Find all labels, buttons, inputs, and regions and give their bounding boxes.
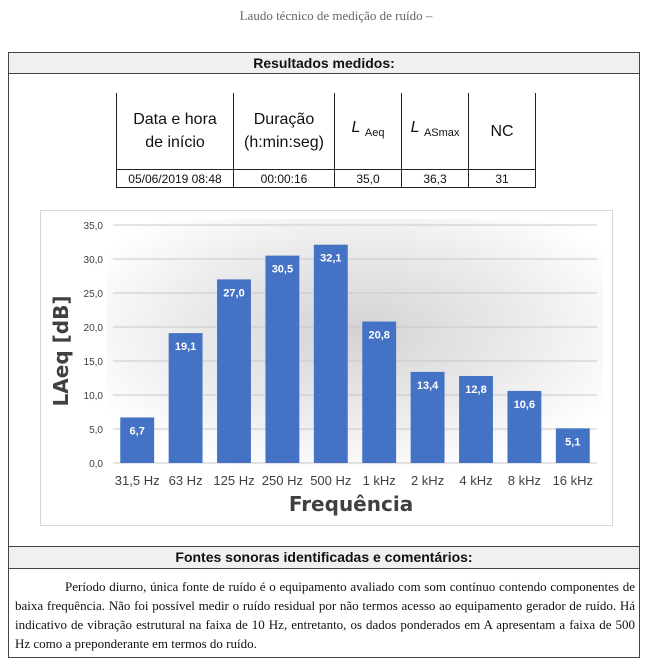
x-category-label: 2 kHz bbox=[410, 473, 445, 488]
x-category-label: 4 kHz bbox=[459, 473, 493, 488]
bar-value-label: 6,7 bbox=[129, 425, 145, 438]
results-table bbox=[116, 93, 536, 188]
chart-svg bbox=[41, 211, 612, 525]
bar bbox=[265, 256, 299, 463]
header-laeq-main: L bbox=[351, 119, 361, 137]
bar bbox=[217, 279, 251, 463]
cell-lasmax: 36,3 bbox=[402, 170, 469, 188]
y-axis-ticks bbox=[84, 221, 104, 470]
y-tick-label: 15,0 bbox=[83, 357, 103, 368]
x-category-label: 250 Hz bbox=[261, 473, 304, 488]
header-lasmax-main: L bbox=[410, 119, 420, 137]
cell-laeq: 35,0 bbox=[335, 170, 402, 188]
x-axis-title: Frequência bbox=[288, 492, 414, 516]
cell-start: 05/06/2019 08:48 bbox=[117, 170, 234, 188]
header-start-line1: Data e hora bbox=[133, 111, 217, 128]
document-header: Laudo técnico de medição de ruído – bbox=[239, 8, 433, 23]
bar bbox=[362, 322, 396, 463]
bar-value-label: 10,6 bbox=[513, 398, 536, 411]
x-category-label: 16 kHz bbox=[552, 473, 594, 488]
results-table-row bbox=[117, 170, 536, 188]
report-frame bbox=[8, 52, 640, 658]
spectrum-chart bbox=[40, 210, 613, 526]
y-axis-title: LAeq [dB] bbox=[49, 295, 73, 407]
comments-heading: Fontes sonoras identificadas e comentários: bbox=[9, 546, 639, 569]
results-table-header bbox=[117, 93, 536, 170]
x-category-label: 8 kHz bbox=[507, 473, 542, 488]
comments-text: Período diurno, única fonte de ruído é o equipamento avaliado com som contínuo contendo componentes de baixa frequência. Não foi possível medir o ruído residual por não termos acesso ao equipamento gerador de ruído. Há indicativo de vibração estrutural na faixa de 10 Hz, entretanto, os dados ponderados em A apresentam a faixa de 500 Hz como a preponderante em termos do ruído. bbox=[15, 579, 635, 651]
y-tick-label: 10,0 bbox=[83, 391, 103, 402]
x-category-label: 125 Hz bbox=[213, 473, 255, 488]
x-category-label: 1 kHz bbox=[362, 473, 396, 488]
header-start bbox=[117, 93, 234, 170]
header-duration bbox=[234, 93, 335, 170]
y-tick-label: 25,0 bbox=[83, 289, 103, 300]
bar-value-label: 30,5 bbox=[271, 263, 294, 276]
header-duration-line2: (h:min:seg) bbox=[243, 134, 325, 151]
header-laeq bbox=[335, 93, 402, 170]
cell-nc: 31 bbox=[469, 170, 536, 188]
header-lasmax bbox=[402, 93, 469, 170]
bar-value-label: 12,8 bbox=[465, 383, 487, 396]
header-lasmax-sub: ASmax bbox=[423, 127, 460, 140]
header-laeq-sub: Aeq bbox=[364, 127, 385, 140]
x-category-label: 63 Hz bbox=[168, 473, 203, 488]
bar bbox=[314, 245, 348, 463]
y-tick-label: 30,0 bbox=[83, 255, 103, 266]
y-tick-label: 35,0 bbox=[83, 221, 103, 232]
bar-value-label: 32,1 bbox=[320, 252, 342, 265]
header-nc: NC bbox=[469, 93, 536, 170]
bar-value-label: 19,1 bbox=[174, 341, 197, 354]
header-start-line2: de início bbox=[145, 134, 205, 151]
bar bbox=[120, 417, 154, 463]
results-heading: Resultados medidos: bbox=[9, 53, 639, 74]
bar-value-label: 5,1 bbox=[565, 436, 581, 449]
bar-value-label: 27,0 bbox=[223, 287, 245, 300]
x-axis-categories bbox=[115, 473, 593, 488]
header-duration-line1: Duração bbox=[253, 111, 315, 128]
cell-duration: 00:00:16 bbox=[234, 170, 335, 188]
bar-value-label: 13,4 bbox=[416, 379, 439, 392]
y-tick-label: 5,0 bbox=[89, 425, 103, 436]
y-tick-label: 20,0 bbox=[83, 323, 103, 334]
x-category-label: 500 Hz bbox=[310, 473, 352, 488]
x-category-label: 31,5 Hz bbox=[114, 473, 160, 488]
y-tick-label: 0,0 bbox=[89, 459, 103, 470]
bar-value-label: 20,8 bbox=[368, 329, 390, 342]
